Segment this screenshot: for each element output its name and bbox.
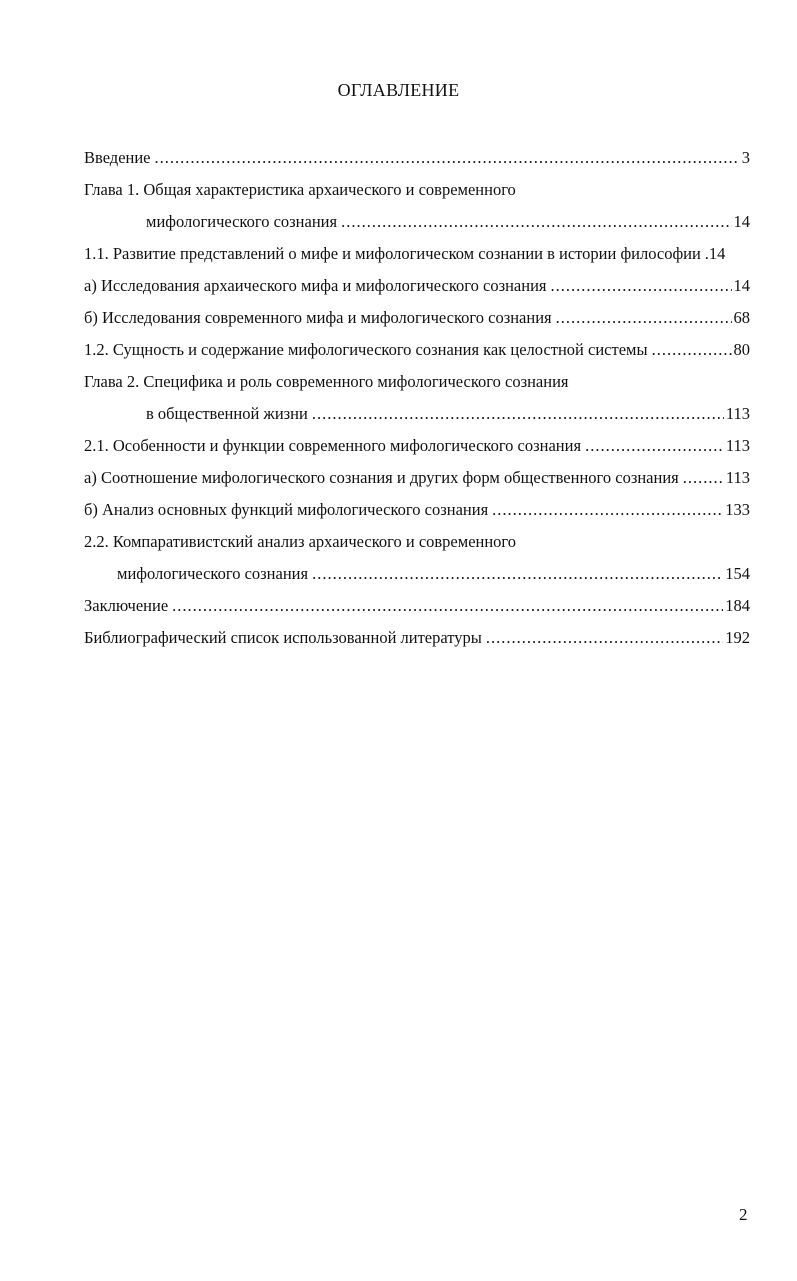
toc-entry-text: б) Анализ основных функций мифологического сознания — [84, 500, 489, 519]
toc-entry-section-2-1-a — [84, 462, 750, 494]
page-title: ОГЛАВЛЕНИЕ — [337, 80, 460, 100]
toc-entry-section-1-1-a — [84, 270, 750, 302]
dot-leader — [492, 494, 723, 526]
toc-entry-section-2-1 — [84, 430, 750, 462]
table-of-contents — [84, 142, 750, 654]
toc-entry-page: 14 — [733, 276, 750, 295]
dot-leader — [683, 462, 724, 494]
dot-leader — [486, 622, 723, 654]
toc-entry-page: 3 — [741, 148, 750, 167]
toc-entry-page: .14 — [704, 244, 726, 263]
toc-entry-page: 133 — [725, 500, 750, 519]
toc-entry-section-2-1-b — [84, 494, 750, 526]
toc-entry-chapter-1 — [84, 174, 750, 206]
toc-entry-text: Заключение — [84, 596, 169, 615]
toc-entry-text: 1.1. Развитие представлений о мифе и мифологическом сознании в истории философии — [84, 244, 701, 263]
toc-entry-chapter-2-cont — [84, 398, 750, 430]
page-number: 2 — [739, 1205, 748, 1224]
toc-entry-page: 113 — [725, 436, 750, 455]
toc-entry-page: 80 — [733, 340, 750, 359]
toc-entry-text: Глава 1. Общая характеристика архаического и современного — [84, 180, 516, 199]
toc-entry-text: б) Исследования современного мифа и мифологического сознания — [84, 308, 552, 327]
toc-entry-section-2-2-cont — [84, 558, 750, 590]
toc-entry-text: 2.1. Особенности и функции современного мифологического сознания — [84, 436, 582, 455]
toc-entry-page: 14 — [733, 212, 750, 231]
toc-entry-page: 113 — [725, 404, 750, 423]
dot-leader — [551, 270, 732, 302]
dot-leader — [556, 302, 732, 334]
toc-entry-conclusion — [84, 590, 750, 622]
toc-entry-text: а) Соотношение мифологического сознания и других форм общественного сознания — [84, 468, 679, 487]
toc-entry-text: 2.2. Компаративистский анализ архаического и современного — [84, 532, 517, 551]
dot-leader — [155, 142, 740, 174]
toc-entry-page: 192 — [725, 628, 750, 647]
toc-entry-text: а) Исследования архаического мифа и мифологического сознания — [84, 276, 547, 295]
toc-entry-text: мифологического сознания — [117, 564, 309, 583]
toc-entry-page: 154 — [725, 564, 750, 583]
dot-leader — [341, 206, 731, 238]
dot-leader — [312, 398, 724, 430]
toc-entry-text: в общественной жизни — [146, 404, 308, 423]
toc-entry-text: Введение — [84, 148, 151, 167]
toc-entry-section-1-1-b — [84, 302, 750, 334]
dot-leader — [312, 558, 723, 590]
toc-entry-section-2-2 — [84, 526, 750, 558]
toc-entry-page: 113 — [725, 468, 750, 487]
dot-leader — [652, 334, 732, 366]
toc-entry-section-1-1 — [84, 238, 750, 270]
toc-entry-text: мифологического сознания — [146, 212, 338, 231]
toc-entry-section-1-2 — [84, 334, 750, 366]
toc-entry-text: 1.2. Сущность и содержание мифологического сознания как целостной системы — [84, 340, 648, 359]
toc-entry-chapter-2 — [84, 366, 750, 398]
toc-entry-introduction — [84, 142, 750, 174]
toc-entry-bibliography — [84, 622, 750, 654]
toc-entry-chapter-1-cont — [84, 206, 750, 238]
toc-entry-text: Глава 2. Специфика и роль современного мифологического сознания — [84, 372, 569, 391]
dot-leader — [172, 590, 723, 622]
dot-leader — [585, 430, 724, 462]
toc-entry-page: 68 — [733, 308, 750, 327]
toc-entry-text: Библиографический список использованной литературы — [84, 628, 482, 647]
toc-entry-page: 184 — [725, 596, 750, 615]
